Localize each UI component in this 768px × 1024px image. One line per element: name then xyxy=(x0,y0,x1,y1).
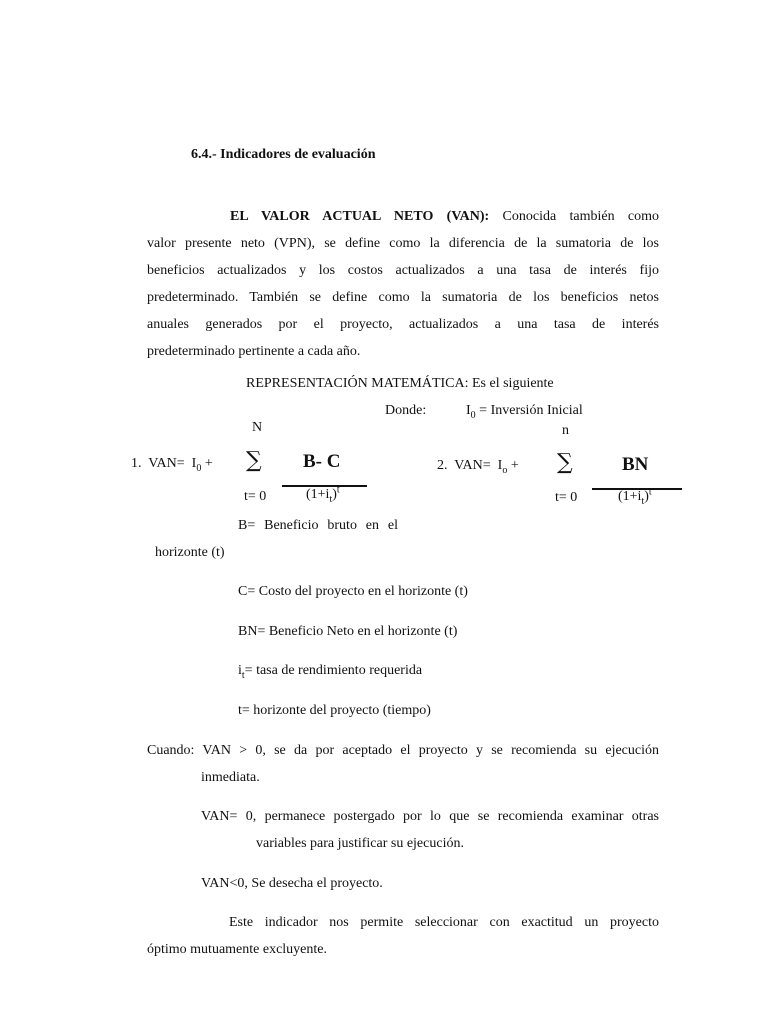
van-paragraph xyxy=(147,203,659,365)
i0-subscript: 0 xyxy=(470,409,476,421)
section-title: 6.4.- Indicadores de evaluación xyxy=(191,147,376,162)
formula1-denominator-sub: t xyxy=(329,493,333,505)
formula1-lhs xyxy=(131,456,213,472)
van-paragraph-line: predeterminado. También se define como la sumatoria de los beneficios netos xyxy=(147,290,659,305)
i0-description: = Inversión Inicial xyxy=(479,403,583,418)
formula1-van: VAN= xyxy=(148,456,185,471)
representation-text: REPRESENTACIÓN MATEMÁTICA: Es el siguiente xyxy=(246,376,554,391)
formula2-i-sub: o xyxy=(502,464,508,476)
it-subscript: t xyxy=(241,669,245,681)
i0-symbol: I xyxy=(466,403,471,418)
formula1-i-sub: 0 xyxy=(196,462,202,474)
formula1-numerator: B- C xyxy=(303,451,341,472)
formula1-denominator-base: (1+i xyxy=(306,487,330,502)
formula2-van: VAN= xyxy=(454,458,491,473)
formula1-upper-limit: N xyxy=(252,420,263,435)
initial-investment-definition xyxy=(466,403,583,419)
formula2-upper-limit: n xyxy=(562,423,569,438)
it-description: = tasa de rendimiento requerida xyxy=(244,663,423,678)
formula2-i: I xyxy=(497,458,503,473)
formula2-denominator-base: (1+i xyxy=(618,489,642,504)
van-paragraph-first-line xyxy=(147,203,659,230)
it-symbol: i xyxy=(238,663,242,678)
donde-label: Donde: xyxy=(385,403,427,418)
definition-c: C= Costo del proyecto en el horizonte (t) xyxy=(238,584,468,599)
formula1-sigma-icon: ∑ xyxy=(246,448,262,473)
formula1-number: 1. xyxy=(131,456,142,471)
van-paragraph-line: valor presente neto (VPN), se define como la diferencia de la sumatoria de los xyxy=(147,236,659,251)
definition-b-line2: horizonte (t) xyxy=(155,545,225,560)
definition-t: t= horizonte del proyecto (tiempo) xyxy=(238,703,431,718)
formula2-lhs xyxy=(437,458,519,474)
formula1-denominator-exp: t xyxy=(336,484,340,496)
closing-line2: óptimo mutuamente excluyente. xyxy=(147,942,328,957)
condition-zero-line1: VAN= 0, permanece postergado por lo que se recomienda examinar otras xyxy=(201,809,659,824)
condition-negative: VAN<0, Se desecha el proyecto. xyxy=(201,876,383,891)
van-paragraph-line: anuales generados por el proyecto, actualizados a una tasa de interés xyxy=(147,317,659,332)
definition-bn: BN= Beneficio Neto en el horizonte (t) xyxy=(238,624,458,639)
formula2-numerator: BN xyxy=(622,454,649,475)
formula2-lower-limit: t= 0 xyxy=(555,490,578,505)
formula1-denominator-close: ) xyxy=(332,487,337,502)
van-paragraph-line: predeterminado pertinente a cada año. xyxy=(147,344,361,359)
formula2-denominator xyxy=(618,486,652,507)
formula2-denominator-sub: t xyxy=(641,495,645,507)
formula2-denominator-close: ) xyxy=(644,489,649,504)
formula2-sigma-icon: ∑ xyxy=(557,450,573,475)
definition-b-line1: B= Beneficio bruto en el xyxy=(238,518,398,533)
closing-line1: Este indicador nos permite seleccionar con exactitud un proyecto xyxy=(229,915,659,930)
condition-positive-line1: Cuando: VAN > 0, se da por aceptado el proyecto y se recomienda su ejecución xyxy=(147,743,659,758)
van-heading-rest: Conocida también como xyxy=(502,209,660,224)
condition-zero-line2: variables para justificar su ejecución. xyxy=(256,836,464,851)
formula2-plus: + xyxy=(510,458,519,473)
formula1-i: I xyxy=(191,456,197,471)
formula1-denominator xyxy=(306,484,340,505)
definition-it xyxy=(238,663,422,679)
formula1-lower-limit: t= 0 xyxy=(244,489,267,504)
formula2-number: 2. xyxy=(437,458,448,473)
formula1-plus: + xyxy=(204,456,213,471)
condition-positive-line2: inmediata. xyxy=(201,770,260,785)
van-heading: EL VALOR ACTUAL NETO (VAN): xyxy=(230,209,490,224)
formula2-denominator-exp: t xyxy=(648,486,652,498)
van-paragraph-line: beneficios actualizados y los costos actualizados a una tasa de interés fijo xyxy=(147,263,659,278)
